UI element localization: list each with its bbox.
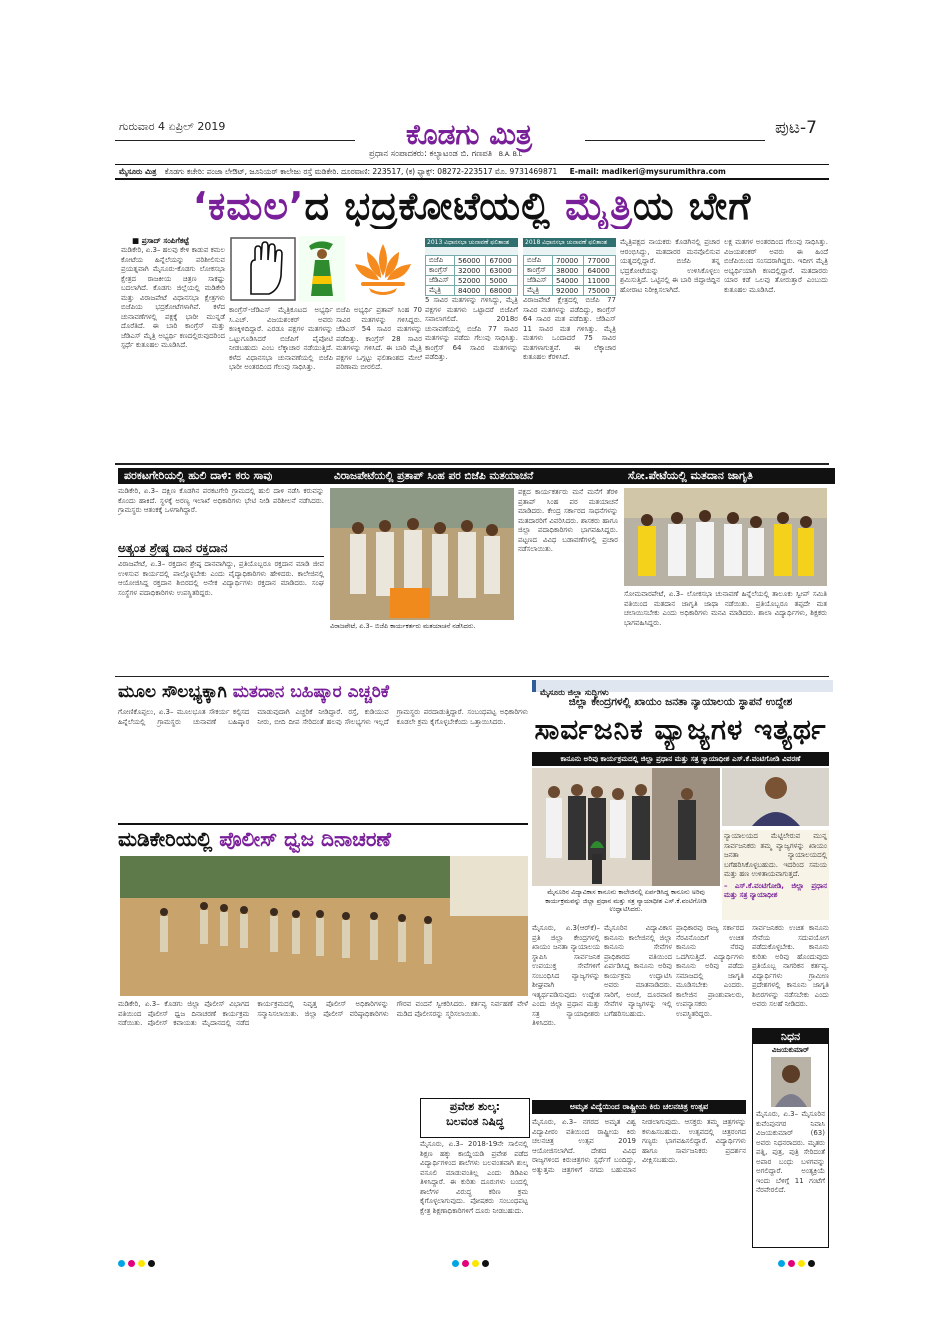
lead-column-6: ಮೈತ್ರಿಪಕ್ಷದ ನಾಯಕರು ಕೊಡಗಿನಲ್ಲಿ ಪ್ರಚಾರ ಆರಂಭಿಸಿದ್ದು, ಮತದಾರರ ಮನವೊಲಿಸುವ ಯತ್ನದಲ್ಲಿದ್ದಾರೆ. ಬಿಜೆಪಿ ತನ್ನ ಭದ್ರಕೋಟೆಯನ್ನು ಉಳಿಸಿಕೊಳ್ಳಲು ಶ್ರಮಿಸುತ್ತಿದೆ. ಒಟ್ಟಿನಲ್ಲಿ ಈ ಬಾರಿ ಜಿದ್ದಾಜಿದ್ದಿನ ಹೋರಾಟ ನಿರೀಕ್ಷಿಸಲಾಗಿದೆ.: [620, 238, 720, 294]
court-quote-author: – ಎಸ್.ಕೆ.ವಂಟಿಗೋಡಿ, ಜಿಲ್ಲಾ ಪ್ರಧಾನ ಮತ್ತು ಸತ್ರ ನ್ಯಾಯಾಧೀಶ: [724, 881, 827, 899]
headline-film-festival: ಅಮೃತ ವಿದ್ಯೆಯಿಂದ ರಾಷ್ಟ್ರೀಯ ಕಿರು ಚಲನಚಿತ್ರ ಉತ್ಸವ: [532, 1100, 746, 1114]
registration-marks-right: [778, 1252, 818, 1271]
vote-party-name: ಮೈತ್ರಿ: [524, 286, 553, 296]
court-photo-caption: ಮೈಸೂರಿನ ವಿದ್ಯಾವಿಕಾಸ ಕಾನೂನು ಕಾಲೇಜಿನಲ್ಲಿ ಏರ್ಪಡಿಸಿದ್ದ ಕಾನೂನು ಅರಿವು ಕಾರ್ಯಕ್ರಮವನ್ನು ಜಿಲ್ಲಾ ಪ್ರಧಾನ ಮತ್ತು ಸತ್ರ ನ್ಯಾಯಾಧೀಶ ಎಸ್.ಕೆ.ವಂಟಿಗೋಡಿ ಉದ್ಘಾಟಿಸಿದರು.: [545, 888, 707, 913]
court-body-1: ಮೈಸೂರು, ಏ.3(ಆರ್‌ಕೆ)– ಪ್ರತಿ ಜಿಲ್ಲಾ ಕೇಂದ್ರಗಳಲ್ಲಿ ಖಾಯಂ ಜನತಾ ನ್ಯಾಯಾಲಯ ಸ್ಥಾಪಿಸಿ ಸಾರ್ವಜನಿಕ ಉಪಯುಕ್ತ ಸೇವೆಗಳಿಗೆ ಸಂಬಂಧಿಸಿದ ವ್ಯಾಜ್ಯಗಳನ್ನು ಶೀಘ್ರವಾಗಿ ಇತ್ಯರ್ಥಪಡಿಸುವುದು ಉದ್ದೇಶ ಎಂದು ಜಿಲ್ಲಾ ಪ್ರಧಾನ ಮತ್ತು ಸತ್ರ ನ್ಯಾಯಾಧೀಶರು ತಿಳಿಸಿದರು.: [532, 924, 600, 1027]
headline-entry-fee-line-1: ಪ್ರವೇಶ ಶುಲ್ಕ:: [449, 1100, 501, 1113]
court-headline: ಸಾರ್ವಜನಿಕ ವ್ಯಾಜ್ಯಗಳ ಇತ್ಯರ್ಥ: [534, 713, 827, 746]
vote-table-2013-header: [425, 247, 518, 255]
headline-police-part-a: ಮಡಿಕೇರಿಯಲ್ಲಿ: [118, 827, 220, 851]
vote-table-2018-title: 2018 ವಿಧಾನಸಭಾ ಚುನಾವಣೆ ಫಲಿತಾಂಶ: [523, 238, 616, 247]
vote-table-2013-title: 2013 ವಿಧಾನಸಭಾ ಚುನಾವಣೆ ಫಲಿತಾಂಶ: [425, 238, 518, 247]
vote-party-name: ಜೆಡಿಎಸ್: [426, 276, 455, 286]
vote-party-name: ಜೆಡಿಎಸ್: [524, 276, 553, 286]
bjp-lotus-logo: [347, 236, 419, 302]
campaign-caption: ವಿರಾಜಪೇಟೆ, ಏ.3– ಬಿಜೆಪಿ ಕಾರ್ಯಕರ್ತರು ಮತಯಾಚನೆ ನಡೆಸಿದರು.: [330, 622, 476, 630]
vote-party-name: ಬಿಜೆಪಿ: [524, 256, 553, 266]
vote-table-2018-grid: [523, 255, 616, 296]
headline-boycott-part-b: ಮತದಾನ ಬಹಿಷ್ಕಾರ ಎಚ್ಚರಿಕೆ: [232, 682, 390, 702]
vote-count: 77000: [584, 256, 616, 266]
police-parade-photo: [120, 856, 528, 996]
divider-lead: [115, 463, 829, 465]
lead-column-5: ವಿರಾಜಪೇಟೆ ಕ್ಷೇತ್ರದಲ್ಲಿ ಬಿಜೆಪಿ 77 ಸಾವಿರ ಮತಗಳನ್ನು ಪಡೆದಿದ್ದು, ಕಾಂಗ್ರೆಸ್ 64 ಸಾವಿರ ಮತ ಪಡೆದಿತ್ತು. ಜೆಡಿಎಸ್ 11 ಸಾವಿರ ಮತ ಗಳಿಸಿತ್ತು. ಮೈತ್ರಿ ಮತಗಳು ಒಂದಾದರೆ 75 ಸಾವಿರ ಮತಗಳಾಗುತ್ತವೆ. ಈ ಲೆಕ್ಕಾಚಾರ ಕುತೂಹಲ ಕೆರಳಿಸಿದೆ.: [523, 296, 616, 361]
obituary-photo: [771, 1057, 811, 1107]
lead-column-4: 5 ಸಾವಿರ ಮತಗಳನ್ನು ಗಳಿಸಿದ್ದು, ಮೈತ್ರಿ ಪಕ್ಷಗಳ ಮತಗಳು ಒಟ್ಟಾದರೆ ಬಿಜೆಪಿಗೆ ಸವಾಲಾಗಲಿದೆ. 2018ರ ಚುನಾವಣೆಯಲ್ಲಿ ಬಿಜೆಪಿ 77 ಸಾವಿರ ಮತಗಳನ್ನು ಪಡೆದು ಗೆಲುವು ಸಾಧಿಸಿತ್ತು. ಕಾಂಗ್ರೆಸ್ 64 ಸಾವಿರ ಮತಗಳನ್ನು ಪಡೆದಿತ್ತು.: [425, 296, 518, 361]
court-subhead: ಕಾನೂನು ಅರಿವು ಕಾರ್ಯಕ್ರಮದಲ್ಲಿ ಜಿಲ್ಲಾ ಪ್ರಧಾನ ಮತ್ತು ಸತ್ರ ನ್ಯಾಯಾಧೀಶ ಎಸ್.ಕೆ.ವಂಟಿಗೋಡಿ ವಿವರಣೆ: [532, 752, 829, 766]
vote-table-row: [524, 286, 616, 296]
vote-party-name: ಮೈತ್ರಿ: [426, 286, 455, 296]
vote-table-2013: [425, 238, 518, 296]
vote-count: 56000: [454, 256, 486, 266]
lead-headline-part-c: ಮೈತ್ರಿ: [565, 184, 633, 228]
court-body-3: ಪ್ರಾಧಿಕಾರವು ರಾಜ್ಯ ಸರ್ಕಾರದ ನೆರವಿನೊಂದಿಗೆ ಉಚಿತ ಕಾನೂನು ನೆರವು ಒದಗಿಸುತ್ತಿದೆ. ವಿದ್ಯಾರ್ಥಿಗಳು ಕಾನೂನು ಅರಿವು ಪಡೆದು ಸಮಾಜದಲ್ಲಿ ಜಾಗೃತಿ ಮೂಡಿಸಬೇಕು ಎಂದರು. ಕಾಲೇಜಿನ ಪ್ರಾಂಶುಪಾಲರು, ಉಪನ್ಯಾಸಕರು ಉಪಸ್ಥಿತರಿದ್ದರು.: [676, 924, 744, 1018]
vote-count: 5000: [486, 276, 518, 286]
vote-count: 67000: [486, 256, 518, 266]
vote-count: 84000: [454, 286, 486, 296]
vote-party-name: ಕಾಂಗ್ರೆಸ್: [426, 266, 455, 276]
court-kicker: ಜಿಲ್ಲಾ ಕೇಂದ್ರಗಳಲ್ಲಿ ಖಾಯಂ ಜನತಾ ನ್ಯಾಯಾಲಯ ಸ್ಥಾಪನೆ ಉದ್ದೇಶ: [568, 696, 793, 708]
masthead-rule-left: [115, 140, 355, 141]
vote-count: 11000: [584, 276, 616, 286]
body-blood-donation: ವಿರಾಜಪೇಟೆ, ಏ.3– ರಕ್ತದಾನ ಶ್ರೇಷ್ಠ ದಾನವಾಗಿದ್ದು, ಪ್ರತಿಯೊಬ್ಬರೂ ರಕ್ತದಾನ ಮಾಡಿ ಜೀವ ಉಳಿಸುವ ಕಾರ್ಯದಲ್ಲಿ ಪಾಲ್ಗೊಳ್ಳಬೇಕು ಎಂದು ವೈದ್ಯಾಧಿಕಾರಿಗಳು ಹೇಳಿದರು. ಕಾಲೇಜಿನಲ್ಲಿ ಆಯೋಜಿಸಿದ್ದ ರಕ್ತದಾನ ಶಿಬಿರದಲ್ಲಿ ಅನೇಕ ವಿದ್ಯಾರ್ಥಿಗಳು ರಕ್ತದಾನ ಮಾಡಿದರು. ಸಂಘ ಸಂಸ್ಥೆಗಳ ಪದಾಧಿಕಾರಿಗಳು ಉಪಸ್ಥಿತರಿದ್ದರು.: [118, 560, 324, 597]
divider-middle: [115, 676, 829, 677]
section-label-mysuru: [532, 680, 833, 697]
headline-campaign: ವಿರಾಜಪೇಟೆಯಲ್ಲಿ ಪ್ರತಾಪ್ ಸಿಂಹ ಪರ ಬಿಜೆಪಿ ಮತಯಾಚನೆ: [328, 468, 624, 484]
headline-blood-donation: ಅತ್ಯಂತ ಶ್ರೇಷ್ಠ ದಾನ ರಕ್ತದಾನ: [118, 540, 324, 557]
masthead-title: ಕೊಡಗು ಮಿತ್ರ: [405, 118, 532, 151]
vote-count: 32000: [454, 266, 486, 276]
vote-count: 68000: [486, 286, 518, 296]
judge-portrait: [722, 768, 829, 826]
obituary-body: ಮೈಸೂರು, ಏ.3– ಮೈಸೂರಿನ ಕುವೆಂಪುನಗರ ನಿವಾಸಿ ವಿಜಯಕುಮಾರ್ (63) ಅವರು ನಿಧನರಾದರು. ಮೃತರು ಪತ್ನಿ, ಪುತ್ರ, ಪುತ್ರಿ ಸೇರಿದಂತೆ ಅಪಾರ ಬಂಧು ಬಳಗವನ್ನು ಅಗಲಿದ್ದಾರೆ. ಅಂತ್ಯಕ್ರಿಯೆ ಇಂದು ಬೆಳಿಗ್ಗೆ 11 ಗಂಟೆಗೆ ನೆರವೇರಲಿದೆ.: [756, 1110, 825, 1194]
lead-column-1: ಮಡಿಕೇರಿ, ಏ.3– ಹಲವು ಕೇಳಿ ಕಾಡುವ ಕಮಲ ಕೋಟೆಯ ಹಿನ್ನೆಲೆಯನ್ನು ಪರಿಶೀಲಿಸುವ ಪ್ರಯತ್ನವಾಗಿ ಮೈಸೂರು-ಕೊಡಗು ಲೋಕಸಭಾ ಕ್ಷೇತ್ರದ ರಾಜಕೀಯ ಚಿತ್ರಣ ಸಾಕಷ್ಟು ಬದಲಾಗಿದೆ. ಕೊಡಗು ಜಿಲ್ಲೆಯಲ್ಲಿ ಮಡಿಕೇರಿ ಮತ್ತು ವಿರಾಜಪೇಟೆ ವಿಧಾನಸಭಾ ಕ್ಷೇತ್ರಗಳು ಬಿಜೆಪಿಯ ಭದ್ರಕೋಟೆಗಳಾಗಿವೆ. ಕಳೆದ ಚುನಾವಣೆಗಳಲ್ಲಿ ಪಕ್ಷಕ್ಕೆ ಭಾರೀ ಮುನ್ನಡೆ ದೊರೆತಿದೆ. ಈ ಬಾರಿ ಕಾಂಗ್ರೆಸ್ ಮತ್ತು ಜೆಡಿಎಸ್ ಮೈತ್ರಿ ಅಭ್ಯರ್ಥಿ ಕಣದಲ್ಲಿರುವುದರಿಂದ ಸ್ಪರ್ಧೆ ಕುತೂಹಲ ಮೂಡಿಸಿದೆ.: [121, 246, 225, 349]
headline-entry-fee-line-2: ಬಲವಂತ ನಿಷಿದ್ಧ: [446, 1115, 504, 1128]
vote-count: 38000: [552, 266, 584, 276]
vote-table-2018: [523, 238, 616, 296]
vote-count: 63000: [486, 266, 518, 276]
headline-awareness: ಸೋ.ಪೇಟೆಯಲ್ಲಿ ಮತದಾನ ಜಾಗೃತಿ: [622, 468, 835, 484]
court-quote: [722, 830, 829, 920]
editor-line: [369, 149, 522, 159]
vote-table-row: [524, 256, 616, 266]
editor-name: ಪ್ರಧಾನ ಸಂಪಾದಕರು: ಕಲ್ಯಾಟಂಡ ಬಿ. ಗಣಪತಿ: [369, 149, 493, 159]
vote-table-row: [426, 266, 518, 276]
obituary-box: [752, 1028, 829, 1248]
lead-column-2: ಕಾಂಗ್ರೆಸ್-ಜೆಡಿಎಸ್ ಮೈತ್ರಿಕೂಟದ ಅಭ್ಯರ್ಥಿ ಸಿ.ಎಚ್. ವಿಜಯಶಂಕರ್ ಅವರು ಕಣಕ್ಕಿಳಿದಿದ್ದಾರೆ. ಎರಡೂ ಪಕ್ಷಗಳ ಮತಗಳನ್ನು ಒಟ್ಟುಗೂಡಿಸಿದರೆ ಬಿಜೆಪಿಗೆ ಪೈಪೋಟಿ ನೀಡಬಹುದು ಎಂಬ ಲೆಕ್ಕಾಚಾರ ನಡೆಯುತ್ತಿದೆ. ಕಳೆದ ವಿಧಾನಸಭಾ ಚುನಾವಣೆಯಲ್ಲಿ ಬಿಜೆಪಿ ಭಾರೀ ಅಂತರದಿಂದ ಗೆಲುವು ಸಾಧಿಸಿತ್ತು.: [229, 306, 333, 371]
body-awareness: ಸೋಮವಾರಪೇಟೆ, ಏ.3– ಲೋಕಸಭಾ ಚುನಾವಣೆ ಹಿನ್ನೆಲೆಯಲ್ಲಿ ತಾಲೂಕು ಸ್ವೀಪ್ ಸಮಿತಿ ವತಿಯಿಂದ ಮತದಾನ ಜಾಗೃತಿ ಜಾಥಾ ನಡೆಯಿತು. ಪ್ರತಿಯೊಬ್ಬರೂ ತಪ್ಪದೇ ಮತ ಚಲಾಯಿಸಬೇಕು ಎಂದು ಅಧಿಕಾರಿಗಳು ಮನವಿ ಮಾಡಿದರು. ಶಾಲಾ ವಿದ್ಯಾರ್ಥಿಗಳು, ಶಿಕ್ಷಕರು ಭಾಗವಹಿಸಿದ್ದರು.: [624, 590, 827, 627]
section-label-text: ಮೈಸೂರು ಜಿಲ್ಲಾ ಸುದ್ದಿಗಳು: [540, 688, 609, 697]
vote-count: 64000: [584, 266, 616, 276]
vote-party-name: ಬಿಜೆಪಿ: [426, 256, 455, 266]
right-column-body: ಸಾರ್ವಜನಿಕರು ಉಚಿತ ಕಾನೂನು ಸೇವೆಯ ಸದುಪಯೋಗ ಪಡೆದುಕೊಳ್ಳಬೇಕು. ಕಾನೂನು ಕುರಿತು ಅರಿವು ಹೊಂದುವುದು ಪ್ರತಿಯೊಬ್ಬ ನಾಗರಿಕನ ಕರ್ತವ್ಯ. ವಿದ್ಯಾರ್ಥಿಗಳು ಗ್ರಾಮೀಣ ಪ್ರದೇಶಗಳಲ್ಲಿ ಕಾನೂನು ಜಾಗೃತಿ ಶಿಬಿರಗಳನ್ನು ನಡೆಸಬೇಕು ಎಂದು ಅವರು ಸಲಹೆ ನೀಡಿದರು.: [752, 924, 829, 1008]
headline-police-part-b: ಪೊಲೀಸ್ ಧ್ವಜ ದಿನಾಚರಣೆ: [219, 827, 391, 851]
vote-count: 70000: [552, 256, 584, 266]
vote-count: 54000: [552, 276, 584, 286]
body-film-festival: ಮೈಸೂರು, ಏ.3– ನಗರದ ಅಮೃತ ವಿಶ್ವ ವಿದ್ಯಾಪೀಠಂ ವತಿಯಿಂದ ರಾಷ್ಟ್ರೀಯ ಕಿರು ಚಲನಚಿತ್ರ ಉತ್ಸವ 2019 ಆಯೋಜಿಸಲಾಗಿದೆ. ದೇಶದ ವಿವಿಧ ರಾಜ್ಯಗಳಿಂದ ಕಿರುಚಿತ್ರಗಳು ಸ್ಪರ್ಧೆಗೆ ಬಂದಿದ್ದು, ಅತ್ಯುತ್ತಮ ಚಿತ್ರಗಳಿಗೆ ನಗದು ಬಹುಮಾನ ನೀಡಲಾಗುವುದು. ಆಸಕ್ತರು ತಮ್ಮ ಚಿತ್ರಗಳನ್ನು ಕಳುಹಿಸಬಹುದು. ಉತ್ಸವದಲ್ಲಿ ಚಿತ್ರರಂಗದ ಗಣ್ಯರು ಭಾಗವಹಿಸಲಿದ್ದಾರೆ. ವಿದ್ಯಾರ್ಥಿಗಳು ಹಾಗೂ ಸಾರ್ವಜನಿಕರು ಪ್ರದರ್ಶನ ವೀಕ್ಷಿಸಬಹುದು.: [532, 1118, 746, 1174]
body-boycott: ಗೋಣಿಕೊಪ್ಪಲು, ಏ.3– ಮೂಲಭೂತ ಸೌಕರ್ಯ ಕಲ್ಪಿಸದ ಹಿನ್ನೆಲೆಯಲ್ಲಿ ಗ್ರಾಮಸ್ಥರು ಚುನಾವಣೆ ಬಹಿಷ್ಕಾರ ಮಾಡುವುದಾಗಿ ಎಚ್ಚರಿಕೆ ನೀಡಿದ್ದಾರೆ. ರಸ್ತೆ, ಕುಡಿಯುವ ನೀರು, ಬೀದಿ ದೀಪ ಸೇರಿದಂತೆ ಹಲವು ಸೌಲಭ್ಯಗಳು ಇಲ್ಲದೆ ಗ್ರಾಮಸ್ಥರು ಪರದಾಡುತ್ತಿದ್ದಾರೆ. ಸಂಬಂಧಪಟ್ಟ ಅಧಿಕಾರಿಗಳು ಕೂಡಲೇ ಕ್ರಮ ಕೈಗೊಳ್ಳಬೇಕೆಂದು ಒತ್ತಾಯಿಸಿದರು.: [118, 708, 528, 726]
vote-table-row: [426, 286, 518, 296]
awareness-photo: [624, 488, 827, 586]
lead-byline: ■ ಪ್ರಸಾದ್ ಸಂಪಿಗೆಕಟ್ಟೆ: [132, 236, 189, 245]
lead-headline-part-d: ಯ ಬೇಗೆ: [632, 184, 752, 228]
vote-table-row: [524, 276, 616, 286]
editor-degree: B.A. B.L: [498, 151, 523, 158]
registration-marks-left: [118, 1252, 158, 1271]
contact-strip: [115, 164, 829, 180]
headline-boycott-part-a: ಮೂಲ ಸೌಲಭ್ಯಕ್ಕಾಗಿ: [118, 682, 233, 702]
obituary-heading: ನಿಧನ: [753, 1029, 828, 1044]
vote-count: 92000: [552, 286, 584, 296]
vote-count: 75000: [584, 286, 616, 296]
body-entry-fee: ಮೈಸೂರು, ಏ.3– 2018-19ನೇ ಸಾಲಿನಲ್ಲಿ ಶಿಕ್ಷಣ ಹಕ್ಕು ಕಾಯ್ದೆಯಡಿ ಪ್ರವೇಶ ಪಡೆದ ವಿದ್ಯಾರ್ಥಿಗಳಿಂದ ಶಾಲೆಗಳು ಬಲವಂತವಾಗಿ ಶುಲ್ಕ ವಸೂಲಿ ಮಾಡುವಂತಿಲ್ಲ ಎಂದು ಡಿಡಿಪಿಐ ತಿಳಿಸಿದ್ದಾರೆ. ಈ ಕುರಿತು ದೂರುಗಳು ಬಂದಲ್ಲಿ ಶಾಲೆಗಳ ವಿರುದ್ಧ ಕಠಿಣ ಕ್ರಮ ಕೈಗೊಳ್ಳಲಾಗುವುದು. ಪೋಷಕರು ಸಂಬಂಧಪಟ್ಟ ಕ್ಷೇತ್ರ ಶಿಕ್ಷಣಾಧಿಕಾರಿಗಳಿಗೆ ದೂರು ನೀಡಬಹುದು.: [420, 1140, 528, 1215]
vote-count: 52000: [454, 276, 486, 286]
campaign-photo: [330, 488, 514, 620]
issue-date: ಗುರುವಾರ 4 ಏಪ್ರಿಲ್ 2019: [119, 120, 226, 133]
registration-marks-center: [452, 1252, 492, 1271]
court-event-photo: [532, 768, 720, 886]
congress-hand-logo: [229, 236, 297, 302]
masthead-rule-right: [585, 140, 765, 141]
page-number: ಪುಟ-7: [775, 118, 817, 138]
lead-headline: [115, 183, 829, 229]
vote-party-name: ಕಾಂಗ್ರೆಸ್: [524, 266, 553, 276]
group-name: ಮೈಸೂರು ಮಿತ್ರ: [119, 167, 157, 176]
vote-table-row: [426, 256, 518, 266]
jds-farmer-woman-logo: [299, 236, 345, 302]
headline-entry-fee: [420, 1098, 530, 1138]
lead-headline-part-a: ‘ಕಮಲ’: [192, 184, 305, 228]
office-email: E-mail: madikeri@mysurumithra.com: [569, 167, 726, 176]
court-body-2: ಮೈಸೂರಿನ ವಿದ್ಯಾವಿಕಾಸ ಕಾನೂನು ಕಾಲೇಜಿನಲ್ಲಿ ಜಿಲ್ಲಾ ಕಾನೂನು ಸೇವೆಗಳ ಪ್ರಾಧಿಕಾರದ ವತಿಯಿಂದ ಏರ್ಪಡಿಸಿದ್ದ ಕಾನೂನು ಅರಿವು ಕಾರ್ಯಕ್ರಮ ಉದ್ಘಾಟಿಸಿ ಅವರು ಮಾತನಾಡಿದರು. ಸಾರಿಗೆ, ಅಂಚೆ, ದೂರವಾಣಿ ಸೇವೆಗಳ ವ್ಯಾಜ್ಯಗಳನ್ನು ಇಲ್ಲಿ ಬಗೆಹರಿಸಬಹುದು.: [604, 924, 672, 1018]
lead-column-3: ಬಿಜೆಪಿ ಅಭ್ಯರ್ಥಿ ಪ್ರತಾಪ್ ಸಿಂಹ 70 ಸಾವಿರ ಮತಗಳನ್ನು ಗಳಿಸಿದ್ದರು. ಜೆಡಿಎಸ್ 54 ಸಾವಿರ ಮತಗಳನ್ನು ಪಡೆದಿತ್ತು. ಕಾಂಗ್ರೆಸ್ 28 ಸಾವಿರ ಮತಗಳನ್ನು ಗಳಿಸಿದೆ. ಈ ಬಾರಿ ಮೈತ್ರಿ ಪಕ್ಷಗಳ ಒಗ್ಗಟ್ಟು ಫಲಿತಾಂಶದ ಮೇಲೆ ಪರಿಣಾಮ ಬೀರಲಿದೆ.: [336, 306, 422, 371]
lead-column-7: ಲಕ್ಷ ಮತಗಳ ಅಂತರದಿಂದ ಗೆಲುವು ಸಾಧಿಸಿತ್ತು. ವಿಜಯಶಂಕರ್ ಅವರು ಈ ಹಿಂದೆ ಬಿಜೆಪಿಯಿಂದ ಸಂಸದರಾಗಿದ್ದರು. ಇದೀಗ ಮೈತ್ರಿ ಅಭ್ಯರ್ಥಿಯಾಗಿ ಕಣದಲ್ಲಿದ್ದಾರೆ. ಮತದಾರರು ಯಾರ ಕಡೆ ಒಲವು ತೋರುತ್ತಾರೆ ಎಂಬುದು ಕುತೂಹಲ ಮೂಡಿಸಿದೆ.: [724, 238, 828, 294]
headline-boycott: [118, 680, 528, 704]
vote-table-2018-header: [523, 247, 616, 255]
lead-headline-part-b: ದ ಭದ್ರಕೋಟೆಯಲ್ಲಿ: [304, 184, 566, 228]
headline-police: [118, 823, 528, 853]
headline-tiger: ಪರಕಟಗೇರಿಯಲ್ಲಿ ಹುಲಿ ದಾಳಿ: ಕರು ಸಾವು: [118, 468, 330, 484]
vote-table-2013-grid: [425, 255, 518, 296]
office-address: ಕೊಡಗು ಕಚೇರಿ: ಪಂಜಾ ಲೇಔಟ್, ಜೂನಿಯರ್ ಕಾಲೇಜು ರಸ್ತೆ ಮಡಿಕೇರಿ. ದೂರವಾಣಿ: 223517, (ಕ) ಫ್ಯಾಕ್ಸ್: 08272-223517 ಮೊ. 9731469871: [164, 167, 558, 176]
vote-table-row: [426, 276, 518, 286]
body-tiger: ಮಡಿಕೇರಿ, ಏ.3– ದಕ್ಷಿಣ ಕೊಡಗಿನ ಪರಕಟಗೇರಿ ಗ್ರಾಮದಲ್ಲಿ ಹುಲಿ ದಾಳಿ ನಡೆಸಿ ಕರುವನ್ನು ಕೊಂದು ಹಾಕಿದೆ. ಸ್ಥಳಕ್ಕೆ ಅರಣ್ಯ ಇಲಾಖೆ ಅಧಿಕಾರಿಗಳು ಭೇಟಿ ನೀಡಿ ಪರಿಶೀಲನೆ ನಡೆಸಿದರು. ಗ್ರಾಮಸ್ಥರು ಆತಂಕಕ್ಕೆ ಒಳಗಾಗಿದ್ದಾರೆ.: [118, 487, 324, 514]
court-quote-text: ನ್ಯಾಯಾಲಯದ ಮೆಟ್ಟಿಲೇರುವ ಮುನ್ನ ಸಾರ್ವಜನಿಕರು ತಮ್ಮ ವ್ಯಾಜ್ಯಗಳನ್ನು ಖಾಯಂ ಜನತಾ ನ್ಯಾಯಾಲಯದಲ್ಲಿ ಬಗೆಹರಿಸಿಕೊಳ್ಳಬಹುದು. ಇದರಿಂದ ಸಮಯ ಮತ್ತು ಹಣ ಉಳಿತಾಯವಾಗುತ್ತದೆ.: [724, 832, 827, 878]
body-police: ಮಡಿಕೇರಿ, ಏ.3– ಕೊಡಗು ಜಿಲ್ಲಾ ಪೊಲೀಸ್ ವಿಭಾಗದ ವತಿಯಿಂದ ಪೊಲೀಸ್ ಧ್ವಜ ದಿನಾಚರಣೆ ಕಾರ್ಯಕ್ರಮ ನಡೆಯಿತು. ಪೊಲೀಸ್ ಕವಾಯತು ಮೈದಾನದಲ್ಲಿ ನಡೆದ ಕಾರ್ಯಕ್ರಮದಲ್ಲಿ ನಿವೃತ್ತ ಪೊಲೀಸ್ ಅಧಿಕಾರಿಗಳನ್ನು ಸನ್ಮಾನಿಸಲಾಯಿತು. ಜಿಲ್ಲಾ ಪೊಲೀಸ್ ವರಿಷ್ಠಾಧಿಕಾರಿಗಳು ಗೌರವ ವಂದನೆ ಸ್ವೀಕರಿಸಿದರು. ಕರ್ತವ್ಯ ನಿರ್ವಹಣೆ ವೇಳೆ ಮಡಿದ ಪೊಲೀಸರನ್ನು ಸ್ಮರಿಸಲಾಯಿತು.: [118, 1000, 528, 1027]
vote-table-row: [524, 266, 616, 276]
body-campaign: ಪಕ್ಷದ ಕಾರ್ಯಕರ್ತರು ಮನೆ ಮನೆಗೆ ತೆರಳಿ ಪ್ರತಾಪ್ ಸಿಂಹ ಪರ ಮತಯಾಚನೆ ಮಾಡಿದರು. ಕೇಂದ್ರ ಸರ್ಕಾರದ ಸಾಧನೆಗಳನ್ನು ಮತದಾರರಿಗೆ ವಿವರಿಸಿದರು. ಶಾಸಕರು ಹಾಗೂ ಜಿಲ್ಲಾ ಪದಾಧಿಕಾರಿಗಳು ಭಾಗವಹಿಸಿದ್ದರು. ಪಟ್ಟಣದ ವಿವಿಧ ಬಡಾವಣೆಗಳಲ್ಲಿ ಪ್ರಚಾರ ನಡೆಸಲಾಯಿತು.: [518, 488, 618, 553]
obituary-name: ವಿಜಯಕುಮಾರ್: [771, 1046, 810, 1054]
